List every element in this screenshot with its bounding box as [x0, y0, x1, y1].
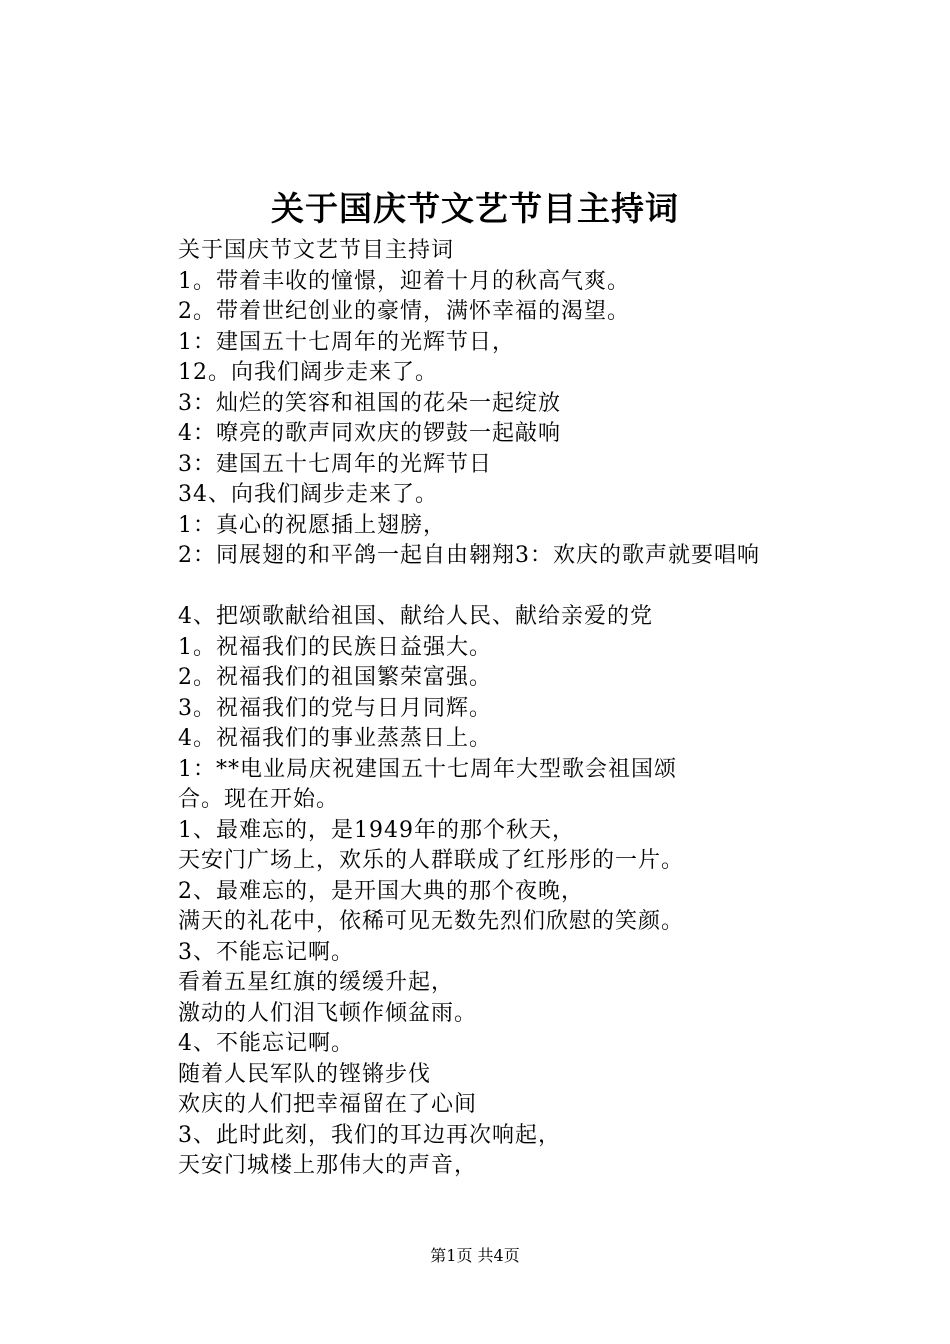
body-line: 激动的人们泪飞顿作倾盆雨。	[178, 1000, 478, 1026]
page-number-footer: 第1页 共4页	[430, 1246, 520, 1265]
body-line: 1：**电业局庆祝建国五十七周年大型歌会祖国颂	[178, 756, 677, 782]
body-line: 3、此时此刻，我们的耳边再次响起，	[178, 1122, 561, 1148]
body-line: 2。带着世纪创业的豪情，满怀幸福的渴望。	[178, 299, 630, 324]
body-line: 2。祝福我们的祖国繁荣富强。	[178, 665, 492, 690]
body-line: 3。祝福我们的党与日月同辉。	[178, 695, 492, 721]
body-line: 天安门广场上，欢乐的人群联成了红彤彤的一片。	[178, 848, 685, 873]
body-line: 2：同展翅的和平鸽一起自由翱翔3：欢庆的歌声就要唱响	[178, 543, 760, 568]
body-line: 1。祝福我们的民族日益强大。	[178, 634, 492, 660]
body-line: 34、向我们阔步走来了。	[178, 482, 438, 507]
body-line: 合。现在开始。	[178, 787, 340, 812]
body-line: 12。向我们阔步走来了。	[178, 360, 438, 385]
body-line: 4、把颂歌献给祖国、献给人民、献给亲爱的党	[178, 604, 653, 629]
document-body	[178, 236, 918, 1182]
body-line: 关于国庆节文艺节目主持词	[178, 238, 455, 263]
body-line: 看着五星红旗的缓缓升起，	[178, 970, 455, 995]
body-line: 天安门城楼上那伟大的声音，	[178, 1153, 478, 1178]
body-line: 1：真心的祝愿插上翅膀，	[178, 512, 446, 538]
document-title: 关于国庆节文艺节目主持词	[271, 189, 679, 228]
body-line: 1。带着丰收的憧憬，迎着十月的秋高气爽。	[178, 268, 630, 294]
body-line: 3：建国五十七周年的光辉节日	[178, 451, 492, 477]
body-line: 3：灿烂的笑容和祖国的花朵一起绽放	[178, 390, 561, 416]
body-line: 1、最难忘的，是1949年的那个秋天，	[178, 817, 575, 843]
body-line: 1：建国五十七周年的光辉节日，	[178, 329, 515, 355]
body-line: 2、最难忘的，是开国大典的那个夜晚，	[178, 878, 584, 904]
body-line: 欢庆的人们把幸福留在了心间	[178, 1092, 478, 1117]
blank-line	[178, 572, 918, 603]
body-line: 4。祝福我们的事业蒸蒸日上。	[178, 726, 492, 751]
body-line: 4：嘹亮的歌声同欢庆的锣鼓一起敲响	[178, 421, 561, 446]
body-line: 4、不能忘记啊。	[178, 1031, 354, 1056]
body-line: 3、不能忘记啊。	[178, 939, 354, 965]
body-line: 满天的礼花中，依稀可见无数先烈们欣慰的笑颜。	[178, 909, 685, 934]
body-line: 随着人民军队的铿锵步伐	[178, 1061, 432, 1087]
